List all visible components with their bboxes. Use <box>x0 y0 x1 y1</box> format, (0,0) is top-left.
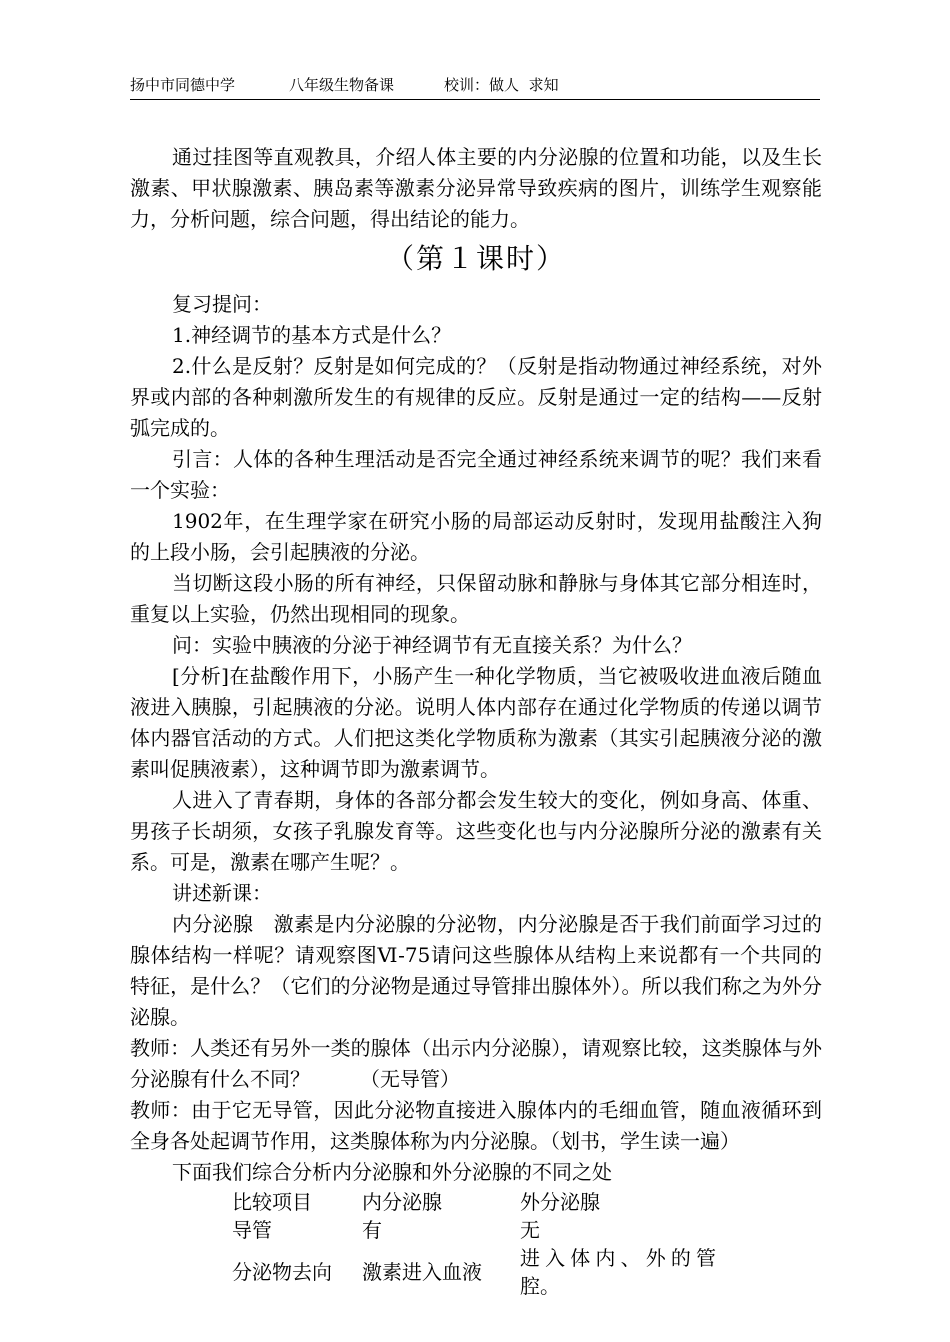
paragraph: 引言：人体的各种生理活动是否完全通过神经系统来调节的呢？我们来看一个实验： <box>130 447 822 502</box>
paragraph: 2.什么是反射？反射是如何完成的？（反射是指动物通过神经系统，对外界或内部的各种刺激所发生的有规律的反应。反射是通过一定的结构——反射弧完成的。 <box>130 354 822 440</box>
comparison-table <box>232 1188 716 1300</box>
table-header-cell: 比较项目 <box>232 1190 312 1214</box>
paragraph: 讲述新课： <box>172 881 272 905</box>
paragraph: 内分泌腺 激素是内分泌腺的分泌物，内分泌腺是否于我们前面学习过的腺体结构一样呢？请观察图Ⅵ-75请问这些腺体从结构上来说都有一个共同的特征，是什么？（它们的分泌物是通过导管排出腺体外）。所以我们称之为外分泌腺。 <box>130 912 822 1029</box>
page-header <box>130 74 820 100</box>
table-cell: 有 <box>362 1218 382 1242</box>
header-course: 八年级生物备课 <box>289 76 395 94</box>
table-header-cell: 内分泌腺 <box>362 1190 442 1214</box>
table-cell: 导管 <box>232 1218 272 1242</box>
paragraph: 教师：由于它无导管，因此分泌物直接进入腺体内的毛细血管，随血液循环到全身各处起调节作用，这类腺体称为内分泌腺。（划书，学生读一遍） <box>130 1098 822 1153</box>
paragraph: 复习提问： <box>172 292 272 316</box>
paragraph: 1902年，在生理学家在研究小肠的局部运动反射时，发现用盐酸注入狗的上段小肠，会引起胰液的分泌。 <box>130 509 822 564</box>
table-header-cell: 外分泌腺 <box>520 1190 600 1214</box>
paragraph: 教师：人类还有另外一类的腺体（出示内分泌腺），请观察比较，这类腺体与外分泌腺有什么不同？ （无导管） <box>130 1036 822 1091</box>
lesson-title: （第１课时） <box>385 242 566 275</box>
intro-paragraph: 通过挂图等直观教具，介绍人体主要的内分泌腺的位置和功能，以及生长激素、甲状腺激素、胰岛素等激素分泌异常导致疾病的图片，训练学生观察能力，分析问题，综合问题，得出结论的能力。 <box>130 145 822 231</box>
table-cell: 无 <box>520 1218 540 1242</box>
table-row <box>232 1244 716 1300</box>
header-motto: 校训：做人 求知 <box>444 76 559 94</box>
document-body <box>130 142 822 1300</box>
table-row <box>232 1216 716 1244</box>
header-school: 扬中市同德中学 <box>130 76 236 94</box>
paragraph: 下面我们综合分析内分泌腺和外分泌腺的不同之处 <box>172 1160 612 1184</box>
paragraph: [分析]在盐酸作用下，小肠产生一种化学物质，当它被吸收进血液后随血液进入胰腺，引起胰液的分泌。说明人体内部存在通过化学物质的传递以调节体内器官活动的方式。人们把这类化学物质称为激素（其实引起胰液分泌的激素叫促胰液素），这种调节即为激素调节。 <box>130 664 822 781</box>
paragraph: 1.神经调节的基本方式是什么？ <box>172 323 452 347</box>
paragraph: 人进入了青春期，身体的各部分都会发生较大的变化，例如身高、体重、男孩子长胡须，女孩子乳腺发育等。这些变化也与内分泌腺所分泌的激素有关系。可是，激素在哪产生呢？。 <box>130 788 822 874</box>
paragraph: 当切断这段小肠的所有神经，只保留动脉和静脉与身体其它部分相连时，重复以上实验，仍然出现相同的现象。 <box>130 571 822 626</box>
table-cell: 进入体内、外的管腔。 <box>520 1246 716 1298</box>
table-cell: 分泌物去向 <box>232 1260 332 1284</box>
table-header-row <box>232 1188 716 1216</box>
table-cell: 激素进入血液 <box>362 1260 482 1284</box>
paragraph: 问：实验中胰液的分泌于神经调节有无直接关系？为什么？ <box>172 633 692 657</box>
